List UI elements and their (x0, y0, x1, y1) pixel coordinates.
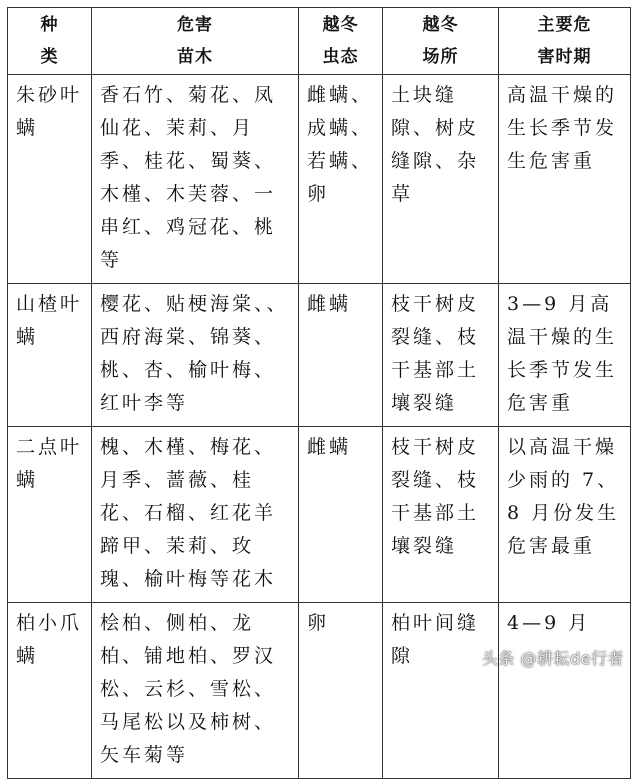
header-hosts-line1: 危害 (177, 15, 213, 35)
header-hosts (92, 8, 299, 75)
cell-hosts: 香石竹、菊花、凤仙花、茉莉、月季、桂花、蜀葵、木槿、木芙蓉、一串红、鸡冠花、桃等 (92, 75, 299, 284)
table-row (8, 427, 631, 603)
table-row (8, 75, 631, 284)
cell-species: 朱砂叶螨 (8, 75, 92, 284)
header-row (8, 8, 631, 75)
header-period (499, 8, 631, 75)
cell-site: 枝干树皮裂缝、枝干基部土壤裂缝 (383, 284, 499, 427)
cell-period: 高温干燥的生长季节发生危害重 (499, 75, 631, 284)
cell-period: 以高温干燥少雨的 7、8 月份发生危害最重 (499, 427, 631, 603)
cell-stage: 卵 (299, 603, 383, 779)
header-period-line2: 害时期 (537, 47, 592, 67)
cell-species: 二点叶螨 (8, 427, 92, 603)
header-site (383, 8, 499, 75)
table-row (8, 284, 631, 427)
cell-period: 4—9 月 (499, 603, 631, 779)
header-stage-line2: 虫态 (322, 47, 359, 67)
cell-hosts: 桧柏、侧柏、龙柏、铺地柏、罗汉松、云杉、雪松、马尾松以及柿树、矢车菊等 (92, 603, 299, 779)
cell-hosts: 槐、木槿、梅花、月季、蔷薇、桂花、石榴、红花羊蹄甲、茉莉、玫瑰、榆叶梅等花木 (92, 427, 299, 603)
cell-period: 3—9 月高温干燥的生长季节发生危害重 (499, 284, 631, 427)
cell-hosts: 樱花、贴梗海棠、、西府海棠、锦葵、桃、杏、榆叶梅、红叶李等 (92, 284, 299, 427)
cell-species: 柏小爪螨 (8, 603, 92, 779)
header-hosts-line2: 苗木 (177, 47, 213, 67)
header-species-line2: 类 (40, 47, 59, 67)
header-species-line1: 种 (40, 15, 59, 35)
cell-stage: 雌螨 (299, 284, 383, 427)
cell-stage: 雌螨 (299, 427, 383, 603)
header-stage (299, 8, 383, 75)
cell-site: 柏叶间缝隙 (383, 603, 499, 779)
header-period-line1: 主要危 (537, 15, 592, 35)
header-site-line1: 越冬 (422, 15, 459, 35)
table-row (8, 603, 631, 779)
cell-species: 山楂叶螨 (8, 284, 92, 427)
cell-site: 枝干树皮裂缝、枝干基部土壤裂缝 (383, 427, 499, 603)
header-species (8, 8, 92, 75)
cell-stage: 雌螨、成螨、若螨、卵 (299, 75, 383, 284)
header-stage-line1: 越冬 (322, 15, 359, 35)
watermark: 头条 @耕耘de行者 (481, 649, 624, 668)
header-site-line2: 场所 (422, 47, 459, 67)
cell-site: 土块缝隙、树皮缝隙、杂草 (383, 75, 499, 284)
